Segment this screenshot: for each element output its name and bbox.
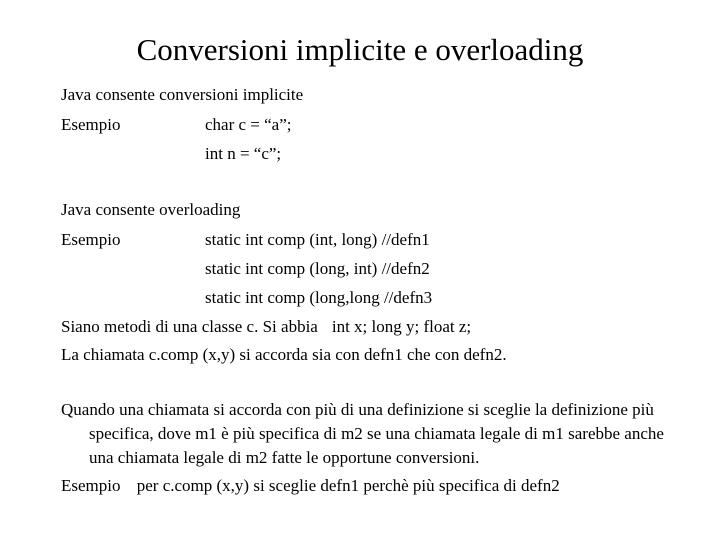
overloading-example-line-1 (61, 228, 661, 252)
example-text: per c.comp (x,y) si sceglie defn1 perchè più specifica di defn2 (136, 476, 560, 495)
specificity-paragraph-block (61, 398, 679, 498)
code-line: static int comp (int, long) //defn1 (205, 230, 430, 249)
code-line: static int comp (long,long //defn3 (205, 288, 433, 307)
example-label: Esempio (61, 230, 121, 249)
code-line: int n = “c”; (205, 144, 282, 163)
sentence-text: Siano metodi di una classe c. Si abbia (61, 317, 318, 336)
sentence-code: int x; long y; float z; (331, 317, 472, 336)
slide-title: Conversioni implicite e overloading (136, 32, 584, 67)
overloading-sentence-a (61, 315, 471, 339)
specificity-paragraph: Quando una chiamata si accorda con più di una definizione si sceglie la definizione più specifica, dove m1 è più specifica di m2 se una chiamata legale di m1 sarebbe anche una chiamata legale di m2 fatte le opportune conversioni. (61, 400, 664, 467)
code-line: static int comp (long, int) //defn2 (205, 259, 430, 278)
overloading-intro: Java consente overloading (61, 200, 241, 219)
overloading-sentence-b: La chiamata c.comp (x,y) si accorda sia con defn1 che con defn2. (61, 345, 507, 364)
conversions-example-line-1 (61, 113, 661, 137)
specificity-example (61, 474, 679, 498)
example-label: Esempio (61, 115, 121, 134)
example-label: Esempio (61, 476, 121, 495)
conversions-intro: Java consente conversioni implicite (61, 85, 304, 104)
code-line: char c = “a”; (205, 115, 292, 134)
